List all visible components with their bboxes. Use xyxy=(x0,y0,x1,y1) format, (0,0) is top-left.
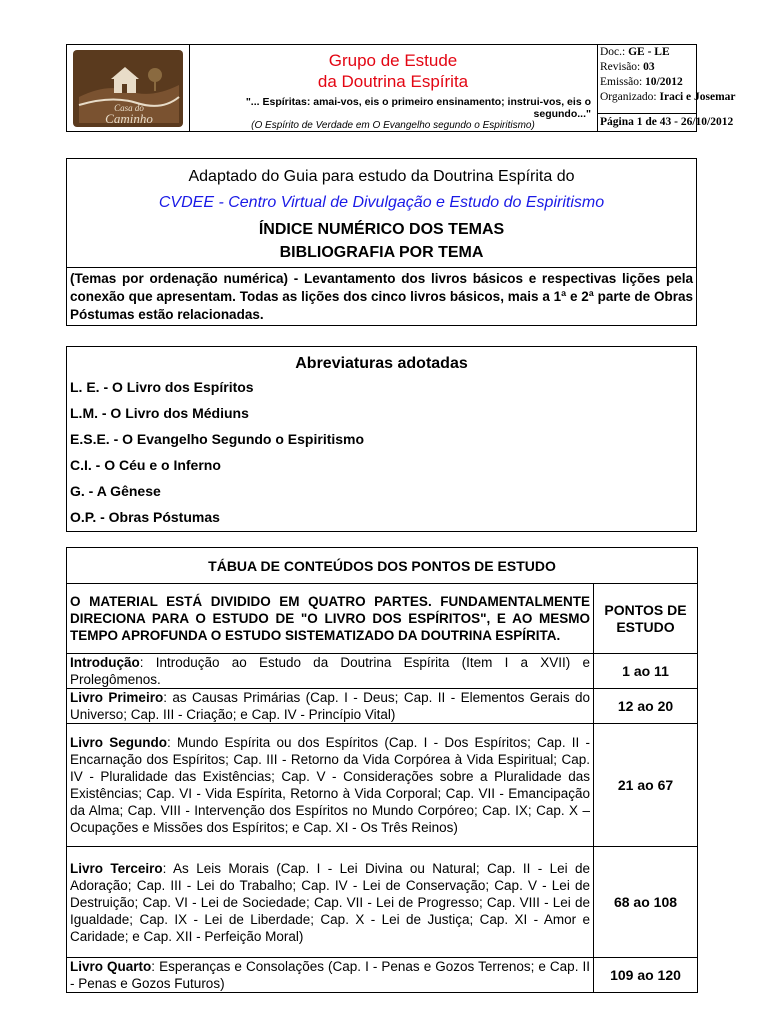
row-description: Livro Quarto: Esperanças e Consolações (Cap. I - Penas e Gozos Terrenos; e Cap. II - Penas e Gozos Futuros) xyxy=(67,958,594,993)
document-header xyxy=(66,44,736,132)
intro-bibliography-title: BIBLIOGRAFIA POR TEMA xyxy=(279,244,484,261)
meta-doc: Doc.: GE - LE xyxy=(600,46,670,58)
group-title-line2: da Doutrina Espírita xyxy=(317,72,469,91)
row-points: 68 ao 108 xyxy=(594,847,698,958)
table-row xyxy=(67,689,698,724)
table-intro-text: O MATERIAL ESTÁ DIVIDIDO EM QUATRO PARTES. FUNDAMENTALMENTE DIRECIONA PARA O ESTUDO DE "O LIVRO DOS ESPÍRITOS", E AO MESMO TEMPO APROFUNDA O ESTUDO SISTEMATIZADO DA DOUTRINA ESPÍRITA. xyxy=(67,584,594,654)
document-meta xyxy=(597,45,736,131)
points-column-header: PONTOS DE ESTUDO xyxy=(594,584,698,654)
meta-revisao: Revisão: 03 xyxy=(600,61,655,73)
header-quote: "... Espíritas: amai-vos, eis o primeiro ensinamento; instrui-vos, eis o segundo..." xyxy=(245,96,591,120)
intro-cvdee-line: CVDEE - Centro Virtual de Divulgação e Estudo do Espiritismo xyxy=(158,194,605,211)
abbreviation-item: O.P. - Obras Póstumas xyxy=(70,509,220,525)
abbreviations-box xyxy=(66,346,697,532)
casa-do-caminho-logo xyxy=(67,45,190,131)
abbreviation-item: L.M. - O Livro dos Médiuns xyxy=(70,405,249,421)
abbreviation-item: E.S.E. - O Evangelho Segundo o Espiritismo xyxy=(70,431,365,447)
header-title-block xyxy=(189,45,598,131)
table-title-row xyxy=(67,548,698,584)
meta-emissao: Emissão: 10/2012 xyxy=(600,76,683,88)
abbreviations-title: Abreviaturas adotadas xyxy=(295,355,468,372)
row-points: 109 ao 120 xyxy=(594,958,698,993)
logo-text-bottom: Caminho xyxy=(105,111,153,126)
abbreviations-list xyxy=(67,379,696,535)
abbreviation-item: C.I. - O Céu e o Inferno xyxy=(70,457,221,473)
abbreviation-item: L. E. - O Livro dos Espíritos xyxy=(70,379,254,395)
row-description: Livro Segundo: Mundo Espírita ou dos Espíritos (Cap. I - Dos Espíritos; Cap. II - Encarnação dos Espíritos; Cap. III - Retorno da Vida Corpórea à Vida Espiritual; Cap. IV - Pluralidade das Existências; Cap. V - Considerações sobre a Pluralidade das Existências; Cap. VI - Vida Espírita, Retorno à Vida Corporal; Cap. VII - Emancipação da Alma; Cap. VIII - Intervenção dos Espíritos no Mundo Corpóreo; Cap. IX; Cap. X – Ocupações e Missões dos Espíritos; e Cap. XI - Os Três Reinos) xyxy=(67,724,594,847)
logo-text-top: Casa do xyxy=(114,103,144,113)
group-title xyxy=(189,50,597,92)
row-description: Introdução: Introdução ao Estudo da Doutrina Espírita (Item I a XVII) e Prolegômenos. xyxy=(67,654,594,689)
meta-organizado: Organizado: Iraci e Josemar xyxy=(600,91,736,103)
abbreviation-item: G. - A Gênese xyxy=(70,483,161,499)
page-indicator: Página 1 de 43 - 26/10/2012 xyxy=(597,113,696,131)
table-row xyxy=(67,958,698,993)
contents-table xyxy=(66,547,698,993)
intro-index-title: ÍNDICE NUMÉRICO DOS TEMAS xyxy=(258,221,505,238)
header-citation: (O Espírito de Verdade em O Evangelho segundo o Espiritismo) xyxy=(251,120,535,131)
table-row xyxy=(67,847,698,958)
row-points: 12 ao 20 xyxy=(594,689,698,724)
table-intro-row xyxy=(67,584,698,654)
intro-adapted-line: Adaptado do Guia para estudo da Doutrina Espírita do xyxy=(188,168,575,185)
row-points: 21 ao 67 xyxy=(594,724,698,847)
row-points: 1 ao 11 xyxy=(594,654,698,689)
row-description: Livro Terceiro: As Leis Morais (Cap. I - Lei Divina ou Natural; Cap. II - Lei de Adoração; Cap. III - Lei do Trabalho; Cap. IV - Lei de Conservação; Cap. V - Lei de Destruição; Cap. VI - Lei de Sociedade; Cap. VII - Lei de Progresso; Cap. VIII - Lei de Igualdade; Cap. IX - Lei de Liberdade; Cap. X - Lei de Justiça; Cap. XI - Amor e Caridade; e Cap. XII - Perfeição Moral) xyxy=(67,847,594,958)
table-title: TÁBUA DE CONTEÚDOS DOS PONTOS DE ESTUDO xyxy=(67,548,698,584)
row-description: Livro Primeiro: as Causas Primárias (Cap. I - Deus; Cap. II - Elementos Gerais do Universo; Cap. III - Criação; e Cap. IV - Princípio Vital) xyxy=(67,689,594,724)
intro-note: (Temas por ordenação numérica) - Levantamento dos livros básicos e respectivas lições pela conexão que apresentam. Todas as lições dos cinco livros básicos, mais a 1ª e 2ª parte de Obras Póstumas estão relacionadas. xyxy=(67,267,696,326)
logo-graphic xyxy=(67,45,189,131)
group-title-line1: Grupo de Estude xyxy=(328,51,458,70)
table-row xyxy=(67,654,698,689)
intro-box xyxy=(66,158,697,326)
table-row xyxy=(67,724,698,847)
